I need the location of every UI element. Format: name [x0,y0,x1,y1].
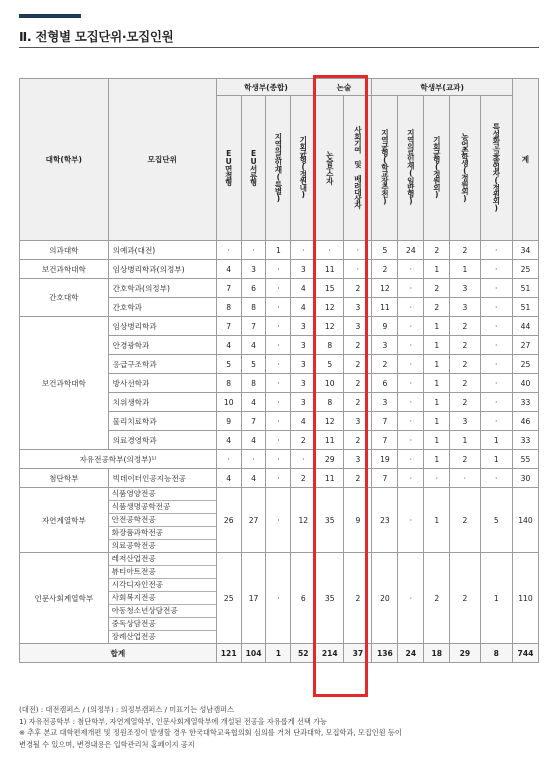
table-cell: 4 [216,469,241,488]
table-cell: 2 [450,488,480,553]
footnote: ※ 추후 본교 대학편제개편 및 정원조정이 발생할 경우 한국대학교육협의회 심의를 거쳐 단과대학, 모집학과, 모집인원 등이 [19,728,402,738]
table-row [20,241,539,260]
table-cell: 12 [291,488,316,553]
unit-cell: 임상병리학과(의정부) [108,260,216,279]
table-cell: · [480,393,512,412]
table-cell: 4 [241,393,266,412]
table-cell: · [266,553,291,644]
table-cell: 3 [344,450,372,469]
unit-item: 사회복지전공 [109,592,216,605]
table-cell: 17 [241,553,266,644]
table-cell: 4 [291,412,316,431]
table-cell: 15 [316,279,344,298]
table-cell: 9 [216,412,241,431]
table-cell: · [480,241,512,260]
table-cell: · [450,469,480,488]
table-cell: · [398,450,424,469]
table-cell: 5 [480,488,512,553]
table-cell: 7 [216,279,241,298]
table-cell: 8 [316,336,344,355]
footnote: 변경될 수 있으며, 변경내용은 입학관리처 홈페이지 공지 [19,739,195,749]
table-cell: 1 [424,431,450,450]
table-cell: 18 [424,644,450,663]
table-cell: 2 [344,374,372,393]
table-cell: 110 [512,553,538,644]
table-cell: 55 [512,450,538,469]
table-cell: 3 [450,412,480,431]
table-cell: · [266,488,291,553]
table-cell: · [398,317,424,336]
table-cell: 6 [291,553,316,644]
table-cell: 2 [424,241,450,260]
table-cell: 1 [480,431,512,450]
table-row [20,450,539,469]
table-cell: 5 [216,355,241,374]
table-cell: 7 [216,317,241,336]
table-cell: · [291,241,316,260]
table-cell: 1 [480,450,512,469]
table-cell: 8 [216,374,241,393]
footnote: (대전) : 대전캠퍼스 / (의정부) : 의정부캠퍼스 / 미표기는 성남캠퍼스 [19,705,235,714]
table-cell: · [480,469,512,488]
unit-cell: 물리치료학과 [108,412,216,431]
unit-list-cell [108,553,216,644]
table-cell: 4 [241,336,266,355]
table-cell: 12 [316,298,344,317]
total-row [20,644,539,663]
unit-cell: 빅데이터인공지능전공 [108,469,216,488]
unit-item: 의료공학전공 [111,541,156,550]
table-cell: 3 [241,260,266,279]
table-cell: 2 [424,298,450,317]
table-cell: 33 [512,431,538,450]
header-unit: 모집단위 [108,79,216,241]
unit-item: 식품영양전공 [109,488,216,501]
table-cell: 3 [291,336,316,355]
unit-item: 아동청소년상담전공 [109,605,216,618]
table-cell: · [266,279,291,298]
table-cell: 1 [480,553,512,644]
table-cell: 1 [424,393,450,412]
table-row [20,469,539,488]
table-cell: 4 [291,298,316,317]
table-cell: 10 [216,393,241,412]
table-cell: 3 [291,260,316,279]
table-cell: 2 [450,374,480,393]
header-sub: EU서류형 [241,96,266,241]
table-cell: · [398,488,424,553]
table-cell: 3 [450,298,480,317]
header-sub: 지역균형(학교장추천) [372,96,398,241]
table-cell: 11 [316,469,344,488]
table-cell: 2 [450,553,480,644]
table-cell: 11 [316,431,344,450]
unit-cell: 의예과(대전) [108,241,216,260]
table-cell: 1 [424,260,450,279]
table-cell: 2 [344,553,372,644]
table-cell: 3 [291,317,316,336]
table-cell: 2 [450,241,480,260]
table-cell: 3 [372,393,398,412]
table-cell: 2 [450,450,480,469]
table-cell: 24 [398,644,424,663]
unit-item: 식품생명공학전공 [109,501,216,514]
table-cell: 2 [372,355,398,374]
unit-list-cell [108,488,216,553]
unit-cell: 간호학과(의정부) [108,279,216,298]
table-cell: 2 [344,431,372,450]
table-cell: 8 [316,393,344,412]
table-cell: · [398,431,424,450]
table-cell: 6 [241,279,266,298]
header-sub: 특성화고교졸업자(정원외) [480,96,512,241]
table-cell: · [266,374,291,393]
table-cell: · [266,317,291,336]
table-cell: 9 [372,317,398,336]
table-cell: · [398,336,424,355]
total-label: 합계 [20,644,217,663]
table-cell: 5 [316,355,344,374]
table-cell: · [398,553,424,644]
table-cell: 1 [424,450,450,469]
table-cell: · [480,412,512,431]
table-cell: · [266,355,291,374]
unit-item: 뷰티아트전공 [109,566,216,579]
table-cell: 1 [424,317,450,336]
page-title: Ⅱ. 전형별 모집단위·모집인원 [19,29,174,44]
college-cell: 보건과학대학 [20,317,109,450]
table-cell: 1 [424,355,450,374]
table-cell: 2 [344,393,372,412]
table-cell: · [398,469,424,488]
header-sub: 기회균형(정원내) [291,96,316,241]
table-cell: 37 [344,644,372,663]
header-sub: 기회균형(정원외) [424,96,450,241]
table-cell: 3 [450,279,480,298]
table-cell: 10 [316,374,344,393]
college-cell: 보건과학대학 [20,260,109,279]
table-cell: · [241,450,266,469]
table-cell: 29 [316,450,344,469]
footnote: 1) 자유전공학부 : 첨단학부, 자연계열학부, 인문사회계열학부에 개설된 전공을 자유롭게 선택 가능 [19,716,328,726]
unit-item: 화장품과학전공 [109,527,216,540]
table-cell: 44 [512,317,538,336]
table-cell: · [216,450,241,469]
table-cell: 8 [241,374,266,393]
title-divider [19,47,539,48]
table-cell: 30 [512,469,538,488]
college-cell: 자연계열학부 [20,488,109,553]
table-row [20,317,539,336]
table-cell: 121 [216,644,241,663]
table-cell: · [266,412,291,431]
table-cell: 7 [372,469,398,488]
table-row [20,488,539,553]
table-cell: 2 [424,279,450,298]
table-cell: 46 [512,412,538,431]
college-cell: 의과대학 [20,241,109,260]
table-cell: 5 [241,355,266,374]
table-cell: · [216,241,241,260]
table-cell: 20 [372,553,398,644]
table-cell: 27 [241,488,266,553]
table-cell: · [480,336,512,355]
table-cell: 12 [372,279,398,298]
header-sub: 농어촌학생(정원외) [450,96,480,241]
table-cell: · [398,393,424,412]
unit-cell: 방사선학과 [108,374,216,393]
table-cell: 40 [512,374,538,393]
table-cell: 104 [241,644,266,663]
unit-cell: 치위생학과 [108,393,216,412]
table-cell: · [266,431,291,450]
table-cell: 136 [372,644,398,663]
table-cell: · [480,355,512,374]
header-total: 계 [512,79,538,241]
table-row [20,279,539,298]
footnotes [19,704,544,750]
table-cell: 3 [344,298,372,317]
table-cell: 11 [372,298,398,317]
table-cell: · [266,260,291,279]
unit-cell: 의료경영학과 [108,431,216,450]
header-essay: 논술 [316,79,372,96]
table-cell: 5 [372,241,398,260]
table-cell: · [398,412,424,431]
table-cell: 35 [316,488,344,553]
header-subject: 학생부(교과) [372,79,513,96]
table-cell: 19 [372,450,398,469]
table-cell: 3 [344,317,372,336]
table-cell: 2 [450,336,480,355]
table-cell: · [266,469,291,488]
table-cell: 1 [450,431,480,450]
table-cell: 3 [344,412,372,431]
table-cell: 7 [372,431,398,450]
table-cell: · [344,241,372,260]
unit-cell: 간호학과 [108,298,216,317]
header-sub: 지역의료인재(특별) [266,96,291,241]
table-cell: 2 [450,355,480,374]
table-cell: 25 [216,553,241,644]
table-cell: 4 [241,469,266,488]
table-cell: · [291,450,316,469]
header-sub: 사회기여 및 배려대상자 [344,96,372,241]
table-row [20,260,539,279]
table-cell: 11 [316,260,344,279]
essay-highlight-box [313,75,368,697]
table-cell: 4 [216,336,241,355]
college-cell: 자유전공학부(의정부)¹⁾ [20,450,217,469]
table-cell: 1 [424,374,450,393]
recruitment-table [19,78,539,663]
table-cell: · [398,260,424,279]
table-cell: 4 [216,260,241,279]
table-cell: 3 [372,336,398,355]
table-cell: · [241,241,266,260]
table-cell: 2 [291,469,316,488]
table-cell: 51 [512,298,538,317]
table-cell: 7 [372,412,398,431]
college-cell: 첨단학부 [20,469,109,488]
table-cell: · [344,260,372,279]
table-cell: 1 [266,644,291,663]
header-sub: 지역의료인재(일반형) [398,96,424,241]
table-cell: 1 [424,488,450,553]
table-cell: 1 [424,336,450,355]
table-cell: 4 [216,431,241,450]
title-accent-bar [19,14,81,18]
table-cell: · [424,469,450,488]
unit-item: 중독상담전공 [109,618,216,631]
unit-item: 안전공학전공 [109,514,216,527]
table-cell: 214 [316,644,344,663]
table-cell: 2 [344,355,372,374]
table-cell: · [316,241,344,260]
table-cell: 35 [316,553,344,644]
table-cell: 27 [512,336,538,355]
table-cell: · [398,279,424,298]
table-cell: 24 [398,241,424,260]
table-cell: · [398,298,424,317]
college-cell: 인문사회계열학부 [20,553,109,644]
table-cell: 1 [424,412,450,431]
table-cell: 2 [344,279,372,298]
table-cell: 140 [512,488,538,553]
unit-cell: 임상병리학과 [108,317,216,336]
table-cell: 7 [241,317,266,336]
unit-item: 장례산업전공 [111,632,156,641]
unit-cell: 응급구조학과 [108,355,216,374]
table-cell: · [398,374,424,393]
table-cell: 51 [512,279,538,298]
table-cell: · [266,336,291,355]
table-cell: · [480,279,512,298]
table-cell: 2 [344,336,372,355]
table-cell: 8 [216,298,241,317]
table-cell: 7 [241,412,266,431]
table-cell: 33 [512,393,538,412]
table-cell: · [480,374,512,393]
table-row [20,553,539,644]
table-cell: 2 [450,317,480,336]
table-cell: 3 [291,355,316,374]
table-cell: 8 [480,644,512,663]
table-cell: · [480,298,512,317]
unit-item: 레저산업전공 [109,553,216,566]
table-cell: 8 [241,298,266,317]
table-cell: 3 [291,374,316,393]
table-cell: 2 [344,469,372,488]
header-sub: EU면접형 [216,96,241,241]
table-cell: · [480,260,512,279]
table-cell: 23 [372,488,398,553]
table-cell: 3 [291,393,316,412]
table-cell: · [266,393,291,412]
table-cell: 4 [291,279,316,298]
table-cell: 1 [266,241,291,260]
table-cell: 2 [424,553,450,644]
table-cell: 25 [512,260,538,279]
table-cell: 744 [512,644,538,663]
table-cell: 52 [291,644,316,663]
header-college: 대학(학부) [20,79,109,241]
table-cell: 6 [372,374,398,393]
table-cell: · [266,450,291,469]
table-cell: · [266,298,291,317]
table-cell: 12 [316,412,344,431]
table-cell: · [480,317,512,336]
college-cell: 간호대학 [20,279,109,317]
table-cell: 9 [344,488,372,553]
table-cell: 12 [316,317,344,336]
table-cell: 2 [450,393,480,412]
unit-item: 시각디자인전공 [109,579,216,592]
header-sub: 논술우수자 [316,96,344,241]
table-cell: 29 [450,644,480,663]
header-comprehensive: 학생부(종합) [216,79,315,96]
table-cell: 25 [512,355,538,374]
header-group-row [20,79,539,96]
table-cell: 1 [450,260,480,279]
table-cell: 2 [291,431,316,450]
table-cell: 2 [372,260,398,279]
table-cell: 34 [512,241,538,260]
table-cell: · [398,355,424,374]
table-cell: 4 [241,431,266,450]
table-cell: 26 [216,488,241,553]
unit-cell: 안경광학과 [108,336,216,355]
